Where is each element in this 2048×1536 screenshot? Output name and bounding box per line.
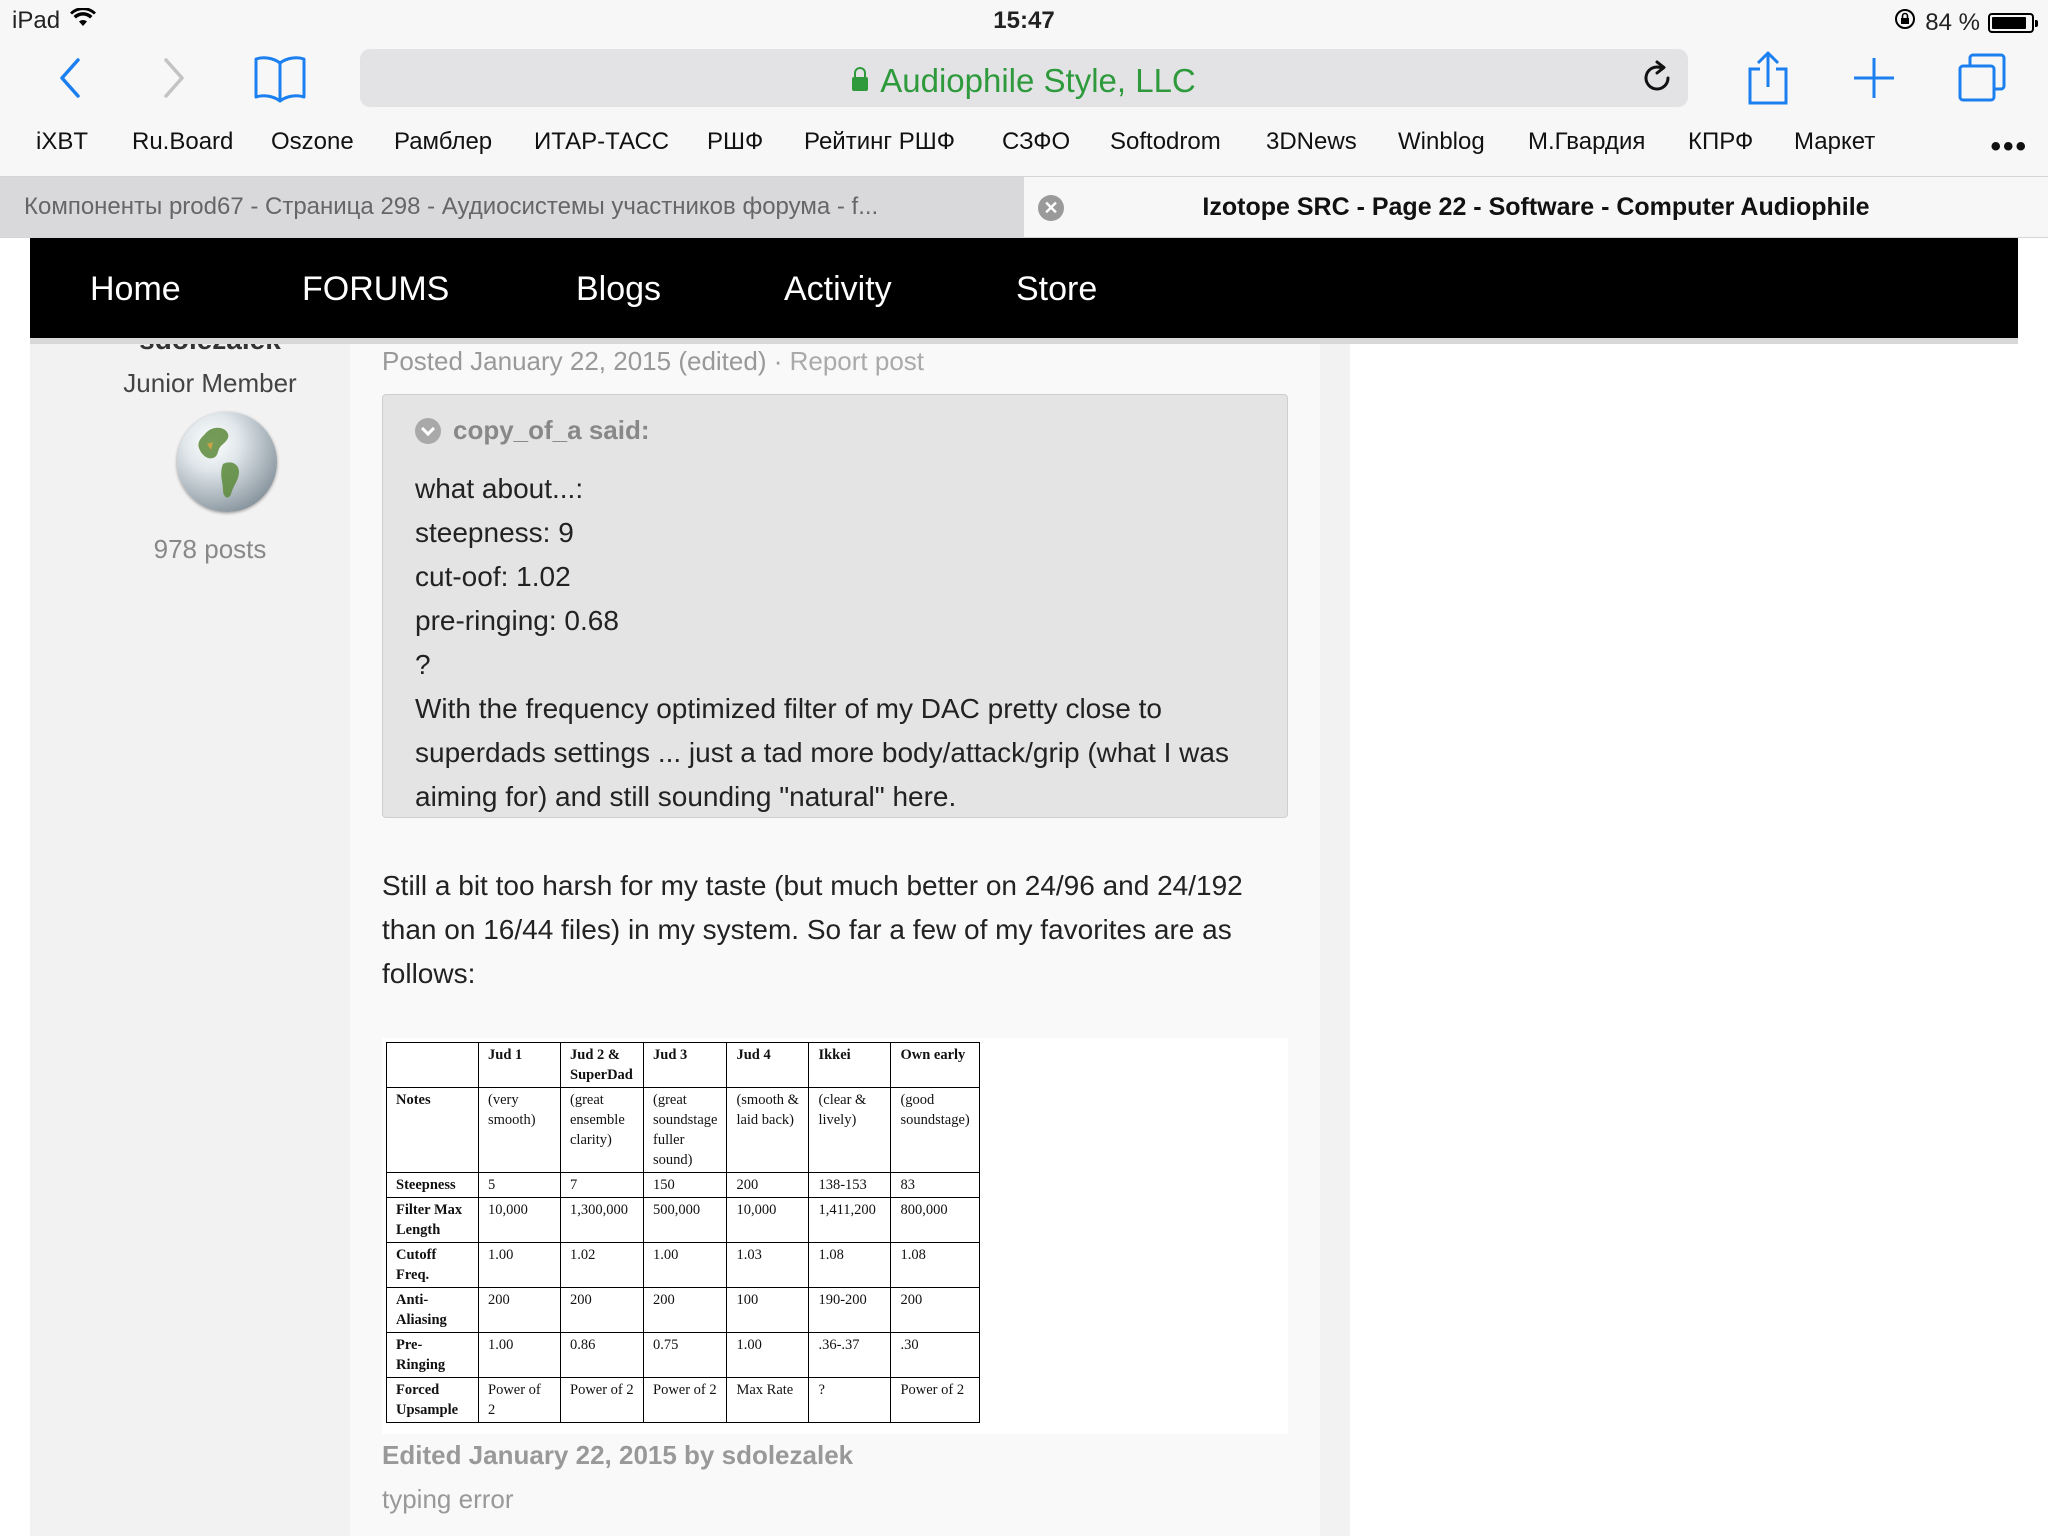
bookmark-item[interactable]: iXBT — [36, 128, 89, 155]
post-meta — [382, 346, 924, 377]
edit-reason: typing error — [382, 1484, 514, 1514]
table-row-header: Filter Max Length — [387, 1198, 479, 1243]
table-cell: 1.08 — [809, 1243, 891, 1288]
table-cell: 7 — [561, 1173, 644, 1198]
table-cell: Max Rate — [727, 1378, 809, 1423]
settings-table — [386, 1042, 980, 1423]
table-cell: (great soundstage fuller sound) — [644, 1088, 727, 1173]
table-row — [387, 1088, 980, 1173]
rotation-lock-icon — [1893, 7, 1917, 38]
nav-store[interactable]: Store — [1016, 270, 1098, 308]
tab-active[interactable] — [1024, 177, 2048, 237]
browser-toolbar — [0, 40, 2048, 116]
table-cell: 200 — [644, 1288, 727, 1333]
table-cell: 5 — [479, 1173, 561, 1198]
tab-bar — [0, 176, 2048, 238]
url-text: Audiophile Style, LLC — [880, 62, 1196, 99]
table-header-row — [387, 1043, 980, 1088]
tabs-overview-icon[interactable] — [1954, 50, 2010, 106]
table-cell: 200 — [479, 1288, 561, 1333]
table-row — [387, 1243, 980, 1288]
share-icon[interactable] — [1740, 50, 1796, 106]
bookmark-item[interactable]: Рейтинг РШФ — [804, 128, 956, 155]
edited-note: Edited January 22, 2015 by sdolezalek — [382, 1440, 854, 1470]
web-page — [0, 238, 2048, 1536]
address-bar[interactable] — [360, 49, 1688, 107]
tab-inactive[interactable] — [0, 177, 1024, 237]
table-cell: 138-153 — [809, 1173, 891, 1198]
battery-icon — [1988, 13, 2034, 33]
bookmark-item[interactable]: ИТАР-ТАСС — [534, 128, 670, 155]
table-row-header: Notes — [387, 1088, 479, 1173]
bookmark-item[interactable]: Oszone — [271, 128, 354, 155]
table-cell: 1.08 — [891, 1243, 979, 1288]
table-cell: 1,300,000 — [561, 1198, 644, 1243]
table-row — [387, 1333, 980, 1378]
clock: 15:47 — [993, 7, 1055, 34]
bookmark-item[interactable]: РШФ — [707, 128, 764, 155]
status-bar — [0, 0, 2048, 40]
table-cell: Power of 2 — [891, 1378, 979, 1423]
quote-author: copy_of_a said: — [453, 415, 650, 445]
table-cell: 190-200 — [809, 1288, 891, 1333]
table-cell: 500,000 — [644, 1198, 727, 1243]
table-cell: (great ensemble clarity) — [561, 1088, 644, 1173]
table-cell: 200 — [891, 1288, 979, 1333]
device-name: iPad — [12, 7, 61, 34]
new-tab-plus-icon[interactable] — [1846, 50, 1902, 106]
quote-line: cut-oof: 1.02 — [415, 561, 571, 592]
table-row — [387, 1198, 980, 1243]
quote-line: pre-ringing: 0.68 — [415, 605, 619, 636]
table-cell: 83 — [891, 1173, 979, 1198]
bookmark-item[interactable]: М.Гвардия — [1528, 128, 1646, 155]
table-cell: 200 — [727, 1173, 809, 1198]
table-cell: .30 — [891, 1333, 979, 1378]
table-header-cell: Own early — [891, 1043, 979, 1088]
table-cell: 0.75 — [644, 1333, 727, 1378]
table-row-header: Cutoff Freq. — [387, 1243, 479, 1288]
nav-activity[interactable]: Activity — [784, 270, 892, 308]
table-cell: 1,411,200 — [809, 1198, 891, 1243]
table-cell: 1.00 — [644, 1243, 727, 1288]
table-row-header: Steepness — [387, 1173, 479, 1198]
table-cell: Power of 2 — [479, 1378, 561, 1423]
table-header-cell: Jud 4 — [727, 1043, 809, 1088]
table-cell: ? — [809, 1378, 891, 1423]
table-cell: 200 — [561, 1288, 644, 1333]
table-row-header: Pre-Ringing — [387, 1333, 479, 1378]
nav-blogs[interactable]: Blogs — [576, 270, 662, 308]
author-post-count: 978 posts — [153, 534, 267, 564]
author-rank: Junior Member — [123, 368, 297, 398]
table-cell: (good soundstage) — [891, 1088, 979, 1173]
table-cell: 10,000 — [727, 1198, 809, 1243]
post-content — [350, 338, 1320, 1536]
table-row — [387, 1173, 980, 1198]
lock-icon — [852, 77, 868, 91]
bookmark-item[interactable]: КПРФ — [1688, 128, 1754, 155]
table-header-cell: Jud 1 — [479, 1043, 561, 1088]
bookmarks-book-icon[interactable] — [252, 50, 308, 106]
author-column — [70, 344, 350, 1536]
table-cell: 1.00 — [479, 1333, 561, 1378]
battery-percent: 84 % — [1925, 8, 1980, 36]
table-cell: 1.00 — [479, 1243, 561, 1288]
table-header-cell: Jud 3 — [644, 1043, 727, 1088]
table-header-cell: Jud 2 & SuperDad — [561, 1043, 644, 1088]
forward-icon[interactable] — [146, 50, 202, 106]
table-cell: Power of 2 — [644, 1378, 727, 1423]
navbar-shadow — [30, 338, 2018, 344]
table-cell: 150 — [644, 1173, 727, 1198]
bookmark-item[interactable]: Softodrom — [1110, 128, 1221, 155]
table-cell: 800,000 — [891, 1198, 979, 1243]
back-icon[interactable] — [42, 50, 98, 106]
bookmark-item[interactable]: 3DNews — [1266, 128, 1357, 155]
table-cell: 0.86 — [561, 1333, 644, 1378]
quote-block — [382, 394, 1288, 818]
table-header-cell — [387, 1043, 479, 1088]
bookmark-item[interactable]: Рамблер — [394, 128, 493, 155]
nav-forums[interactable]: FORUMS — [302, 270, 450, 308]
chevron-down-icon[interactable] — [415, 418, 441, 444]
quote-text — [415, 467, 1275, 819]
table-cell: (clear & lively) — [809, 1088, 891, 1173]
avatar[interactable] — [177, 412, 277, 512]
quote-line: ? — [415, 649, 431, 680]
table-cell: 10,000 — [479, 1198, 561, 1243]
reload-icon[interactable] — [1638, 59, 1676, 97]
bookmark-item[interactable]: СЗФО — [1002, 128, 1071, 155]
report-post-link[interactable]: Report post — [789, 346, 924, 376]
tab-title: Компоненты prod67 - Страница 298 - Аудиосистемы участников форума - f... — [24, 193, 879, 220]
post-body-text: Still a bit too harsh for my taste (but much better on 24/96 and 24/192 than on 16/44 files) in my system. So far a few of my favorites are as follows: — [382, 870, 1243, 989]
table-header-cell: Ikkei — [809, 1043, 891, 1088]
table-cell: 1.03 — [727, 1243, 809, 1288]
site-navbar — [30, 238, 2018, 338]
table-row-header: Anti-Aliasing — [387, 1288, 479, 1333]
bookmark-item[interactable]: Маркет — [1794, 128, 1876, 155]
more-bookmarks-icon[interactable]: ••• — [1990, 130, 2028, 163]
tab-title: Izotope SRC - Page 22 - Software - Computer Audiophile — [1202, 193, 1870, 221]
table-cell: (smooth & laid back) — [727, 1088, 809, 1173]
quote-line: With the frequency optimized filter of my DAC pretty close to superdads settings ... just a tad more body/attack/grip (what I was aiming for) and still sounding "natural" here. — [415, 693, 1229, 812]
bookmark-item[interactable]: Winblog — [1398, 128, 1485, 155]
close-tab-icon[interactable]: ✕ — [1038, 195, 1064, 221]
table-cell: .36-.37 — [809, 1333, 891, 1378]
table-row — [387, 1288, 980, 1333]
table-cell: Power of 2 — [561, 1378, 644, 1423]
table-row-header: Forced Upsample — [387, 1378, 479, 1423]
table-cell: 100 — [727, 1288, 809, 1333]
bookmarks-bar — [0, 116, 2048, 176]
table-row — [387, 1378, 980, 1423]
quote-line: steepness: 9 — [415, 517, 574, 548]
settings-table-image — [382, 1038, 1288, 1434]
table-cell: (very smooth) — [479, 1088, 561, 1173]
table-cell: 1.02 — [561, 1243, 644, 1288]
nav-home[interactable]: Home — [90, 270, 181, 308]
table-cell: 1.00 — [727, 1333, 809, 1378]
quote-citation[interactable] — [415, 415, 650, 446]
post-date: Posted January 22, 2015 (edited) · — [382, 346, 790, 376]
bookmark-item[interactable]: Ru.Board — [132, 128, 234, 155]
quote-line: what about...: — [415, 473, 584, 504]
